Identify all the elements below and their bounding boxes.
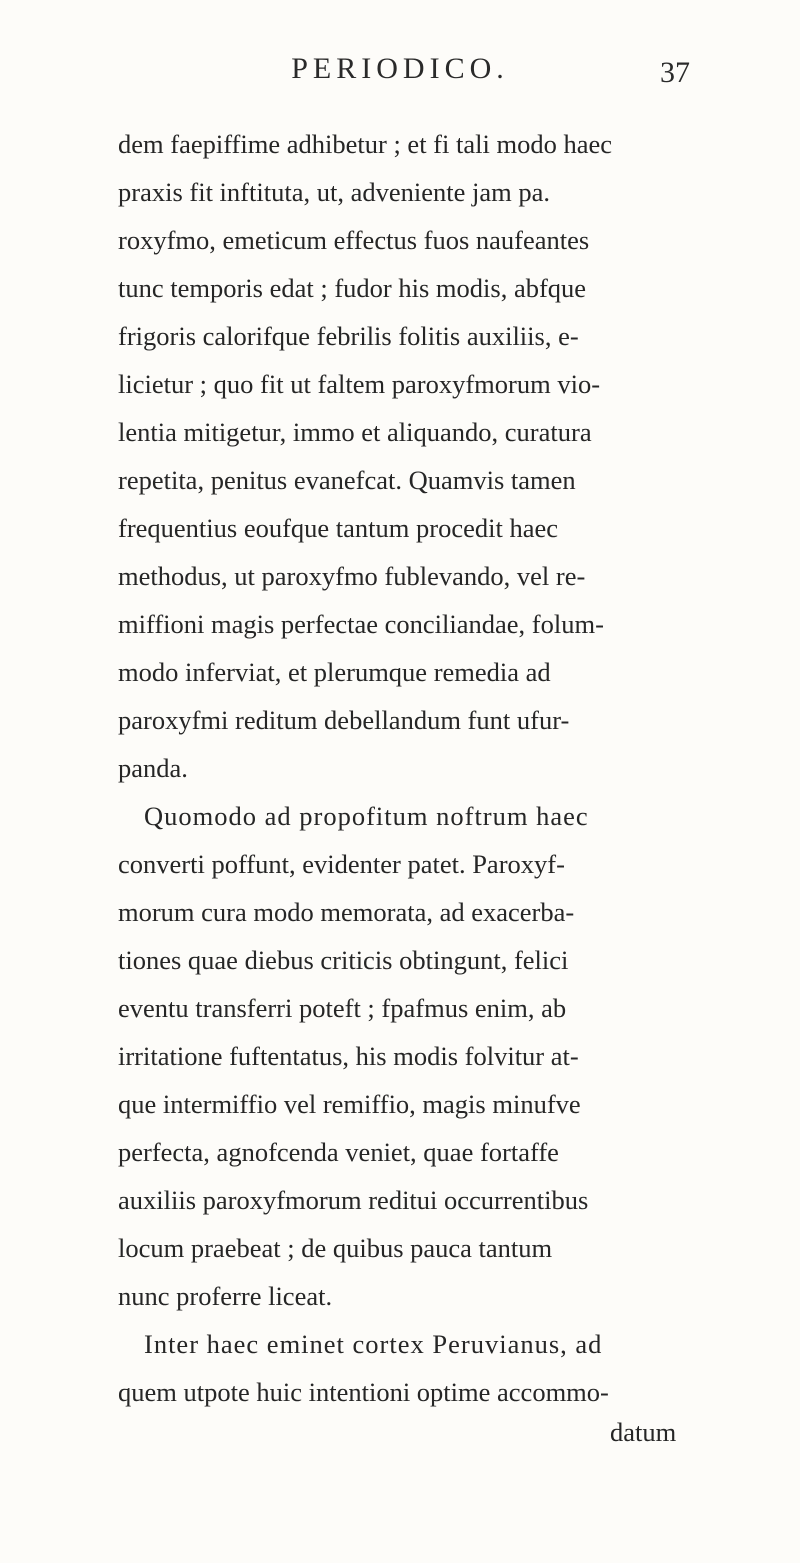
text-line: lentia mitigetur, immo et aliquando, curatura: [118, 417, 592, 447]
text-line: roxyfmo, emeticum effectus fuos naufeantes: [118, 225, 590, 255]
text-line: irritatione fuftentatus, his modis folvitur at-: [118, 1041, 579, 1071]
text-line: frigoris calorifque febrilis folitis auxiliis, e-: [118, 321, 579, 351]
catchword: datum: [610, 1417, 677, 1447]
text-line: nunc proferre liceat.: [118, 1281, 333, 1311]
page-header: [0, 52, 800, 102]
paragraph-start-line: Quomodo ad propofitum noftrum haec: [144, 801, 589, 831]
text-line: frequentius eoufque tantum procedit haec: [118, 513, 559, 543]
text-line: praxis fit inftituta, ut, adveniente jam pa.: [118, 177, 550, 207]
text-line: licietur ; quo fit ut faltem paroxyfmorum vio-: [118, 369, 601, 399]
text-line: modo inferviat, et plerumque remedia ad: [118, 657, 551, 687]
text-line: repetita, penitus evanefcat. Quamvis tamen: [118, 465, 576, 495]
text-line: auxiliis paroxyfmorum reditui occurrentibus: [118, 1185, 589, 1215]
paragraph-start-line: Inter haec eminet cortex Peruvianus, ad: [144, 1329, 603, 1359]
text-line: que intermiffio vel remiffio, magis minufve: [118, 1089, 581, 1119]
running-head: PERIODICO.: [291, 52, 509, 85]
text-line: eventu transferri poteft ; fpafmus enim, ab: [118, 993, 567, 1023]
text-line: miffioni magis perfectae conciliandae, folum-: [118, 609, 604, 639]
text-line: dem faepiffime adhibetur ; et fi tali modo haec: [118, 129, 612, 159]
text-line: morum cura modo memorata, ad exacerba-: [118, 897, 575, 927]
text-line: paroxyfmi reditum debellandum funt ufur-: [118, 705, 570, 735]
text-line: locum praebeat ; de quibus pauca tantum: [118, 1233, 553, 1263]
text-line: tiones quae diebus criticis obtingunt, felici: [118, 945, 569, 975]
text-line: panda.: [118, 753, 188, 783]
text-line: perfecta, agnofcenda veniet, quae fortaffe: [118, 1137, 559, 1167]
text-line: quem utpote huic intentioni optime accommo-: [118, 1377, 609, 1407]
text-line: converti poffunt, evidenter patet. Paroxyf-: [118, 849, 565, 879]
page-number: 37: [660, 56, 690, 89]
text-line: methodus, ut paroxyfmo fublevando, vel re-: [118, 561, 586, 591]
text-line: tunc temporis edat ; fudor his modis, abfque: [118, 273, 587, 303]
